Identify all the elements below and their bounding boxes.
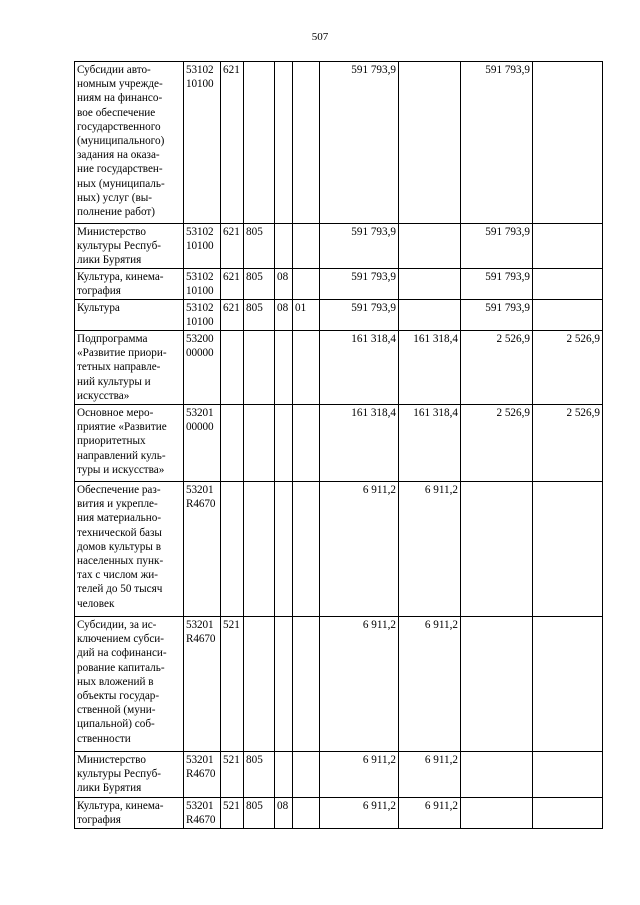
- amount-3: 591 793,9: [461, 224, 533, 269]
- page-number: 507: [311, 31, 329, 43]
- row-name: Культура, кинема- тография: [75, 798, 184, 829]
- target-article-code: 53201 R4670: [184, 617, 221, 752]
- amount-1: 591 793,9: [320, 269, 399, 300]
- row-name: Подпрограмма «Развитие приори- тетных направле- ний культуры и искусства»: [75, 331, 184, 405]
- subsection-code: [293, 617, 320, 752]
- subsection-code: [293, 752, 320, 798]
- amount-4: 2 526,9: [533, 331, 603, 405]
- subsection-code: [293, 62, 320, 224]
- amount-3: [461, 482, 533, 617]
- section-code: 08: [275, 269, 293, 300]
- table-row: [75, 752, 603, 798]
- expense-type-code: 521: [221, 617, 244, 752]
- row-name: Министерство культуры Респуб- лики Бурятия: [75, 224, 184, 269]
- section-code: [275, 405, 293, 482]
- row-name: Министерство культуры Респуб- лики Бурятия: [75, 752, 184, 798]
- row-name: Субсидии авто- номным учрежде- ниям на финансо- вое обеспечение государственного (муниципального) задания на оказа- ние государствен- ных (муниципаль- ных) услуг (вы- полнение работ): [75, 62, 184, 224]
- table-row: [75, 617, 603, 752]
- amount-3: [461, 752, 533, 798]
- amount-1: 6 911,2: [320, 798, 399, 829]
- subsection-code: 01: [293, 300, 320, 331]
- amount-2: [399, 269, 461, 300]
- ministry-code: [244, 331, 275, 405]
- amount-3: 591 793,9: [461, 62, 533, 224]
- amount-3: [461, 617, 533, 752]
- row-name: Культура: [75, 300, 184, 331]
- expense-type-code: [221, 405, 244, 482]
- subsection-code: [293, 331, 320, 405]
- subsection-code: [293, 224, 320, 269]
- row-name: Субсидии, за ис- ключением субси- дий на софинанси- рование капиталь- ных вложений в объекты государ- ственной (муни- ципальной) соб- ственности: [75, 617, 184, 752]
- expense-type-code: 621: [221, 62, 244, 224]
- row-name: Основное меро- приятие «Развитие приоритетных направлений куль- туры и искусства»: [75, 405, 184, 482]
- amount-2: 161 318,4: [399, 405, 461, 482]
- table-body: [75, 62, 603, 829]
- section-code: 08: [275, 300, 293, 331]
- amount-4: [533, 62, 603, 224]
- amount-3: 591 793,9: [461, 269, 533, 300]
- table-row: [75, 798, 603, 829]
- subsection-code: [293, 482, 320, 617]
- amount-2: [399, 300, 461, 331]
- table-row: [75, 482, 603, 617]
- target-article-code: 53102 10100: [184, 269, 221, 300]
- table-row: [75, 269, 603, 300]
- budget-table: [74, 61, 603, 829]
- expense-type-code: [221, 482, 244, 617]
- amount-4: [533, 798, 603, 829]
- table-row: [75, 62, 603, 224]
- ministry-code: [244, 617, 275, 752]
- table-row: [75, 331, 603, 405]
- section-code: [275, 331, 293, 405]
- section-code: 08: [275, 798, 293, 829]
- ministry-code: 805: [244, 300, 275, 331]
- ministry-code: [244, 405, 275, 482]
- amount-2: [399, 62, 461, 224]
- amount-1: 161 318,4: [320, 405, 399, 482]
- expense-type-code: 621: [221, 300, 244, 331]
- row-name: Обеспечение раз- вития и укрепле- ния материально- технической базы домов культуры в населенных пунк- тах с числом жи- телей до 50 тысяч человек: [75, 482, 184, 617]
- amount-1: 591 793,9: [320, 62, 399, 224]
- amount-4: [533, 269, 603, 300]
- target-article-code: 53201 R4670: [184, 482, 221, 617]
- amount-2: 6 911,2: [399, 798, 461, 829]
- subsection-code: [293, 269, 320, 300]
- table-row: [75, 405, 603, 482]
- amount-4: 2 526,9: [533, 405, 603, 482]
- amount-1: 591 793,9: [320, 224, 399, 269]
- amount-2: [399, 224, 461, 269]
- amount-3: 2 526,9: [461, 405, 533, 482]
- amount-4: [533, 752, 603, 798]
- amount-4: [533, 300, 603, 331]
- table-row: [75, 300, 603, 331]
- target-article-code: 53102 10100: [184, 62, 221, 224]
- amount-2: 6 911,2: [399, 482, 461, 617]
- amount-1: 6 911,2: [320, 752, 399, 798]
- section-code: [275, 482, 293, 617]
- ministry-code: 805: [244, 224, 275, 269]
- target-article-code: 53201 R4670: [184, 798, 221, 829]
- amount-3: 591 793,9: [461, 300, 533, 331]
- subsection-code: [293, 405, 320, 482]
- ministry-code: [244, 62, 275, 224]
- ministry-code: [244, 482, 275, 617]
- expense-type-code: 521: [221, 798, 244, 829]
- target-article-code: 53102 10100: [184, 300, 221, 331]
- section-code: [275, 224, 293, 269]
- amount-3: 2 526,9: [461, 331, 533, 405]
- amount-1: 161 318,4: [320, 331, 399, 405]
- subsection-code: [293, 798, 320, 829]
- amount-2: 6 911,2: [399, 617, 461, 752]
- amount-4: [533, 224, 603, 269]
- section-code: [275, 617, 293, 752]
- amount-3: [461, 798, 533, 829]
- row-name: Культура, кинема- тография: [75, 269, 184, 300]
- target-article-code: 53102 10100: [184, 224, 221, 269]
- target-article-code: 53201 R4670: [184, 752, 221, 798]
- expense-type-code: [221, 331, 244, 405]
- expense-type-code: 621: [221, 269, 244, 300]
- expense-type-code: 521: [221, 752, 244, 798]
- amount-4: [533, 617, 603, 752]
- amount-1: 6 911,2: [320, 617, 399, 752]
- ministry-code: 805: [244, 752, 275, 798]
- amount-1: 591 793,9: [320, 300, 399, 331]
- amount-1: 6 911,2: [320, 482, 399, 617]
- section-code: [275, 62, 293, 224]
- expense-type-code: 621: [221, 224, 244, 269]
- amount-2: 6 911,2: [399, 752, 461, 798]
- section-code: [275, 752, 293, 798]
- amount-2: 161 318,4: [399, 331, 461, 405]
- ministry-code: 805: [244, 269, 275, 300]
- target-article-code: 53201 00000: [184, 405, 221, 482]
- amount-4: [533, 482, 603, 617]
- target-article-code: 53200 00000: [184, 331, 221, 405]
- ministry-code: 805: [244, 798, 275, 829]
- table-row: [75, 224, 603, 269]
